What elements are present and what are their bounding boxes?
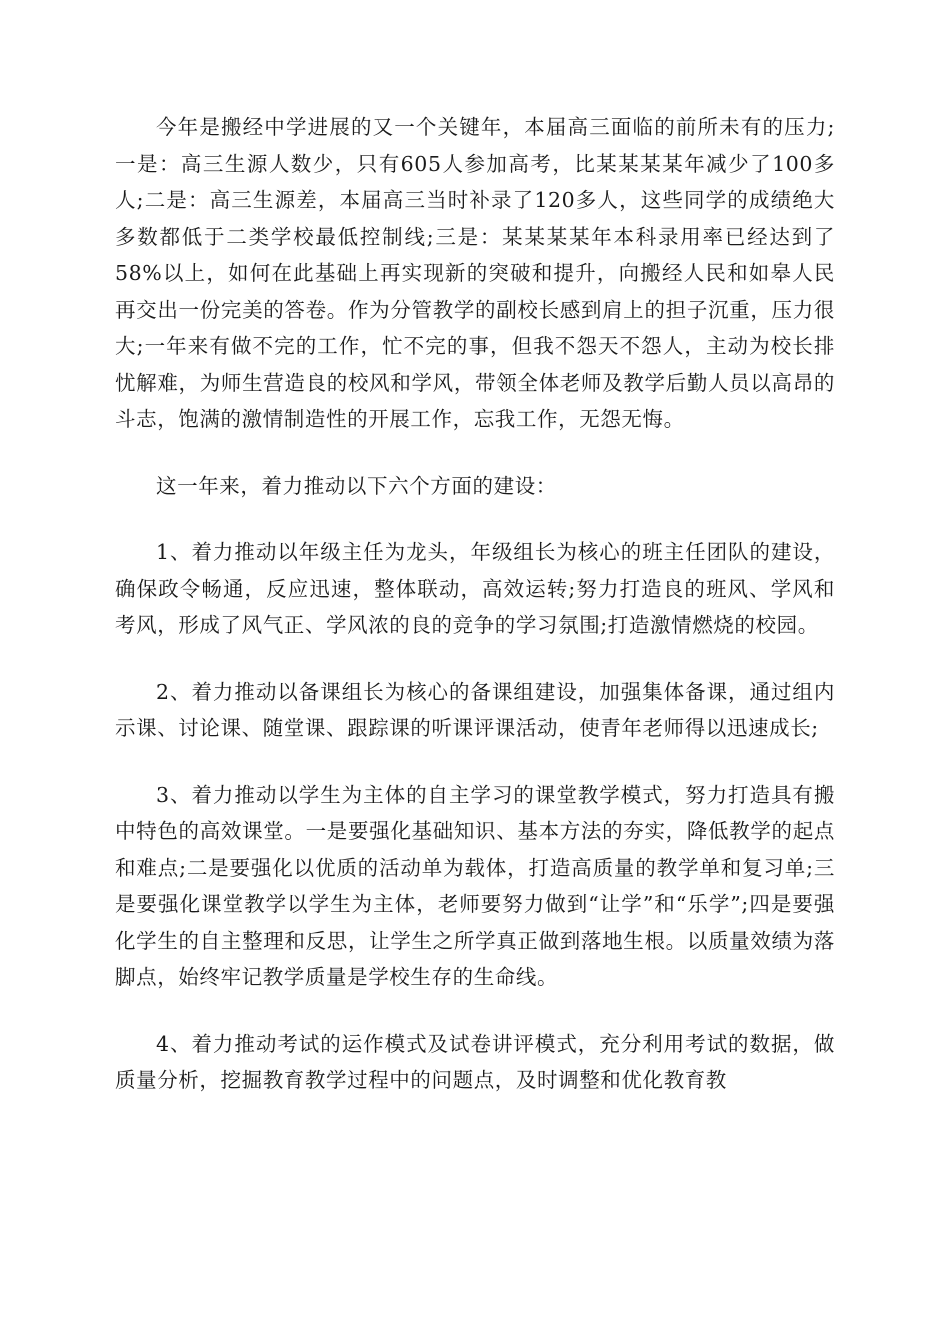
paragraph-item-1: 1、着力推动以年级主任为龙头，年级组长为核心的班主任团队的建设，确保政令畅通，反应迅速，整体联动，高效运转;努力打造良的班风、学风和考风，形成了风气正、学风浓的良的竞争的学习氛围;打造激情燃烧的校园。 (115, 540, 835, 637)
paragraph-item-4: 4、着力推动考试的运作模式及试卷讲评模式，充分利用考试的数据，做质量分析，挖掘教育教学过程中的问题点，及时调整和优化教育教 (115, 1031, 835, 1092)
paragraph-intro: 今年是搬经中学进展的又一个关键年，本届高三面临的前所未有的压力;一是：高三生源人数少，只有605人参加高考，比某某某某年减少了100多人;二是：高三生源差，本届高三当时补录了120多人，这些同学的成绩绝大多数都低于二类学校最低控制线;三是：某某某某年本科录用率已经达到了58%以上，如何在此基础上再实现新的突破和提升，向搬经人民和如皋人民再交出一份完美的答卷。作为分管教学的副校长感到肩上的担子沉重，压力很大;一年来有做不完的工作，忙不完的事，但我不怨天不怨人，主动为校长排忧解难，为师生营造良的校风和学风，带领全体老师及教学后勤人员以高昂的斗志，饱满的激情制造性的开展工作，忘我工作，无怨无悔。 (115, 115, 835, 431)
document-body (115, 109, 835, 1099)
paragraph-item-2: 2、着力推动以备课组长为核心的备课组建设，加强集体备课，通过组内示课、讨论课、随堂课、跟踪课的听课评课活动，使青年老师得以迅速成长; (115, 679, 835, 740)
paragraph-summary: 这一年来，着力推动以下六个方面的建设： (156, 473, 557, 498)
paragraph-item-3: 3、着力推动以学生为主体的自主学习的课堂教学模式，努力打造具有搬中特色的高效课堂。一是要强化基础知识、基本方法的夯实，降低教学的起点和难点;二是要强化以优质的活动单为载体，打造高质量的教学单和复习单;三是要强化课堂教学以学生为主体，老师要努力做到“让学”和“乐学”;四是要强化学生的自主整理和反思，让学生之所学真正做到落地生根。以质量效绩为落脚点，始终牢记教学质量是学校生存的生命线。 (115, 782, 835, 989)
